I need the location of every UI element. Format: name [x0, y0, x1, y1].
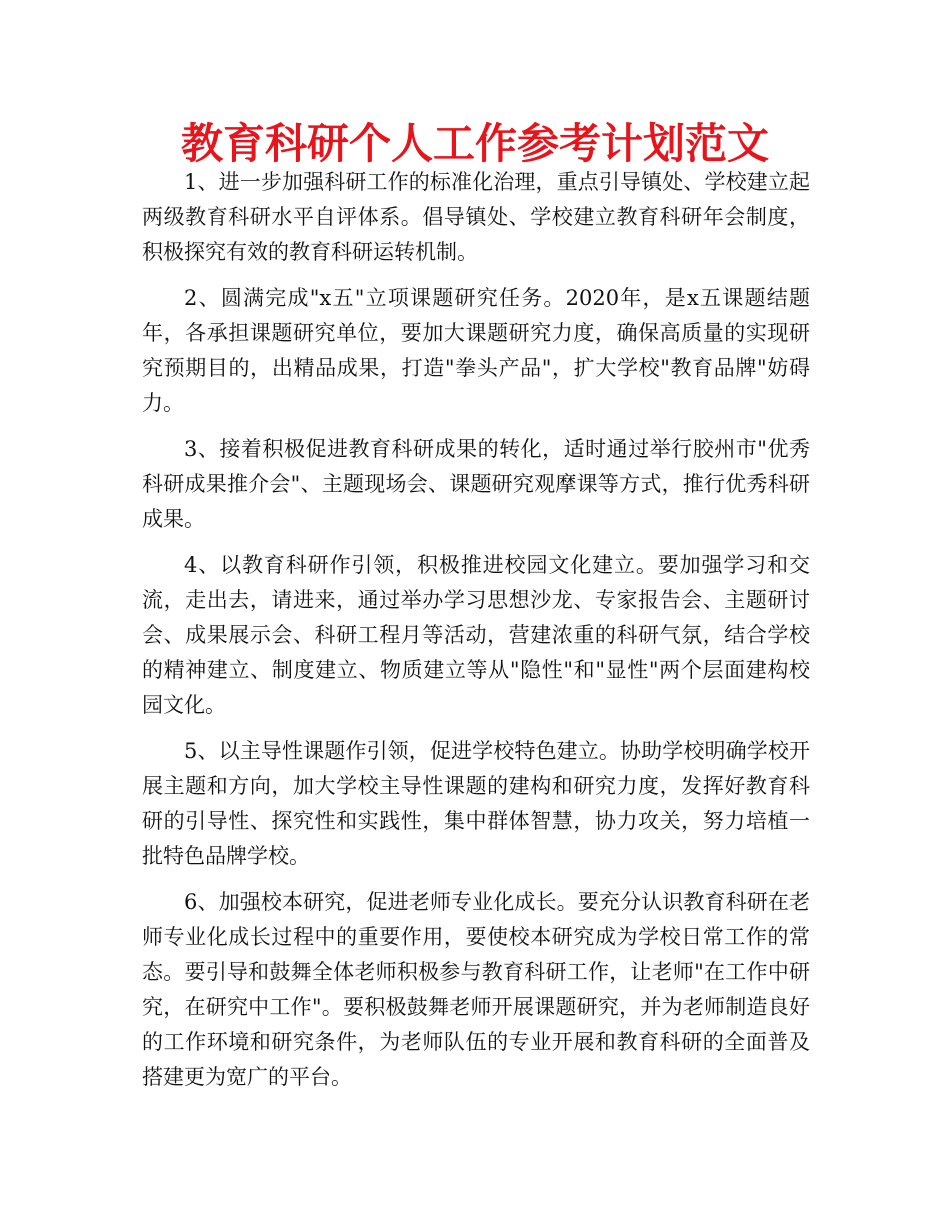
paragraph-2: 2、圆满完成"x五"立项课题研究任务。2020年，是x五课题结题年，各承担课题研究单位，要加大课题研究力度，确保高质量的实现研究预期目的，出精品成果，打造"拳头产品"，扩大学校"教育品牌"妨碍力。: [142, 286, 810, 415]
document-body: [142, 165, 810, 1106]
document-title: 教育科研个人工作参考计划范文: [180, 119, 769, 168]
paragraph-5: 5、以主导性课题作引领，促进学校特色建立。协助学校明确学校开展主题和方向，加大学校主导性课题的建构和研究力度，发挥好教育科研的引导性、探究性和实践性，集中群体智慧，协力攻关，努力培植一批特色品牌学校。: [142, 739, 810, 868]
paragraph-3: 3、接着积极促进教育科研成果的转化，适时通过举行胶州市"优秀科研成果推介会"、主题现场会、课题研究观摩课等方式，推行优秀科研成果。: [142, 437, 810, 531]
paragraph-1: 1、进一步加强科研工作的标准化治理，重点引导镇处、学校建立起两级教育科研水平自评体系。倡导镇处、学校建立教育科研年会制度，积极探究有效的教育科研运转机制。: [142, 170, 810, 264]
paragraph-6: 6、加强校本研究，促进老师专业化成长。要充分认识教育科研在老师专业化成长过程中的重要作用，要使校本研究成为学校日常工作的常态。要引导和鼓舞全体老师积极参与教育科研工作，让老师"在工作中研究，在研究中工作"。要积极鼓舞老师开展课题研究，并为老师制造良好的工作环境和研究条件，为老师队伍的专业开展和教育科研的全面普及搭建更为宽广的平台。: [142, 890, 810, 1089]
paragraph-4: 4、以教育科研作引领，积极推进校园文化建立。要加强学习和交流，走出去，请进来，通过举办学习思想沙龙、专家报告会、主题研讨会、成果展示会、科研工程月等活动，营建浓重的科研气氛，结合学校的精神建立、制度建立、物质建立等从"隐性"和"显性"两个层面建构校园文化。: [142, 553, 810, 717]
